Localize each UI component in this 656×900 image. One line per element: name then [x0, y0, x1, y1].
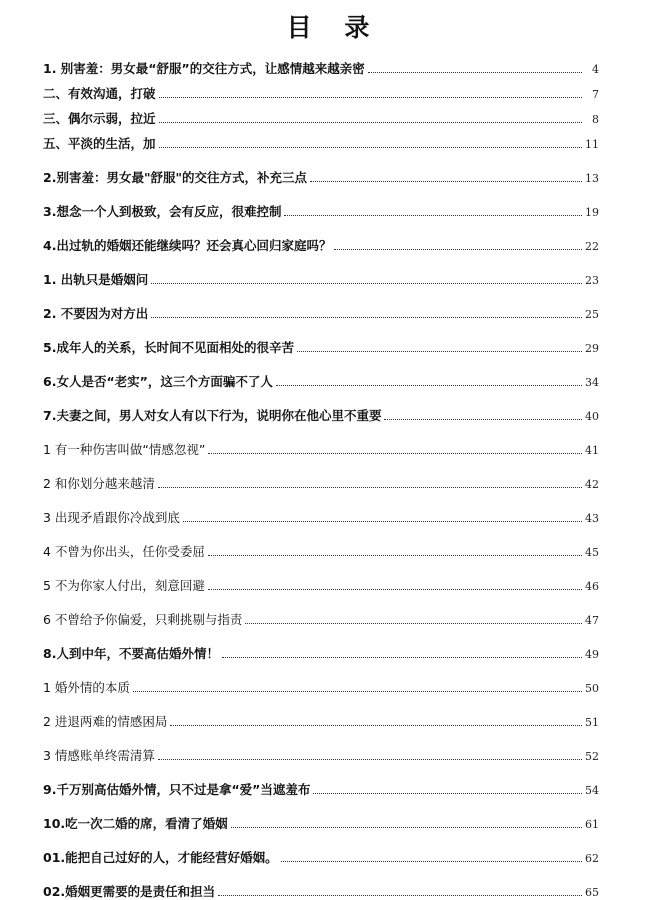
toc-title: 目 录 — [286, 13, 382, 42]
toc-entry[interactable] — [43, 560, 599, 594]
toc-entry-page: 54 — [585, 784, 599, 797]
toc-entry[interactable] — [43, 254, 599, 288]
toc-entry-label: 五、平淡的生活，加 — [43, 136, 156, 151]
toc-entry-label: 10.吃一次二婚的席，看清了婚姻 — [43, 816, 228, 831]
toc-dot-leader — [276, 384, 582, 386]
toc-entry-label: 3.想念一个人到极致，会有反应，很难控制 — [43, 204, 282, 219]
toc-entry[interactable] — [43, 492, 599, 526]
toc-entry[interactable] — [43, 424, 599, 458]
toc-entry[interactable] — [43, 526, 599, 560]
toc-entry[interactable] — [43, 696, 599, 730]
toc-entry-label: 4 不曾为你出头，任你受委屈 — [43, 544, 205, 559]
toc-entry-page: 61 — [585, 818, 599, 831]
toc-entry-page: 25 — [585, 308, 599, 321]
toc-entry-page: 46 — [585, 580, 599, 593]
toc-entry-label: 5 不为你家人付出，刻意回避 — [43, 578, 205, 593]
toc-entry-page: 23 — [585, 274, 599, 287]
toc-entry[interactable] — [43, 764, 599, 798]
toc-entry-label: 4.出过轨的婚姻还能继续吗？还会真心回归家庭吗？ — [43, 238, 332, 253]
toc-dot-leader — [159, 96, 582, 98]
toc-dot-leader — [297, 350, 582, 352]
toc-dot-leader — [384, 418, 582, 420]
toc-entry[interactable] — [43, 152, 599, 186]
toc-entry-label: 1. 出轨只是婚姻问 — [43, 272, 149, 287]
toc-entry-page: 19 — [585, 206, 599, 219]
toc-entry-label: 2 进退两难的情感困局 — [43, 714, 168, 729]
toc-dot-leader — [208, 588, 582, 590]
toc-dot-leader — [208, 452, 582, 454]
toc-entry[interactable] — [43, 458, 599, 492]
toc-entry-label: 6 不曾给予你偏爱，只剩挑剔与指责 — [43, 612, 243, 627]
toc-entry-label: 9.千万别高估婚外情，只不过是拿“爱”当遮羞布 — [43, 782, 311, 797]
toc-entry[interactable] — [43, 52, 599, 77]
toc-dot-leader — [159, 146, 582, 148]
toc-dot-leader — [284, 214, 582, 216]
toc-entry-page: 40 — [585, 410, 599, 423]
toc-entry-label: 3 出现矛盾跟你冷战到底 — [43, 510, 180, 525]
toc-entry[interactable] — [43, 730, 599, 764]
toc-entry-page: 43 — [585, 512, 599, 525]
toc-entry[interactable] — [43, 662, 599, 696]
toc-entry[interactable] — [43, 127, 599, 152]
toc-entry-page: 65 — [585, 886, 599, 899]
toc-entry-label: 2 和你划分越来越清 — [43, 476, 155, 491]
toc-entry-label: 6.女人是否“老实”，这三个方面骗不了人 — [43, 374, 273, 389]
toc-entry-page: 13 — [585, 172, 599, 185]
toc-dot-leader — [313, 792, 582, 794]
toc-entry-page: 51 — [585, 716, 599, 729]
toc-entry[interactable] — [43, 102, 599, 127]
toc-dot-leader — [368, 71, 582, 73]
toc-entry[interactable] — [43, 390, 599, 424]
toc-entry-page: 50 — [585, 682, 599, 695]
toc-dot-leader — [281, 860, 582, 862]
toc-entry-label: 8.人到中年，不要高估婚外情！ — [43, 646, 219, 661]
toc-entry-label: 1. 别害羞：男女最“舒服”的交往方式，让感情越来越亲密 — [43, 61, 365, 76]
toc-entry[interactable] — [43, 288, 599, 322]
toc-entry-page: 42 — [585, 478, 599, 491]
toc-entry-page: 11 — [585, 138, 599, 151]
toc-entry[interactable] — [43, 866, 599, 900]
toc-entry-page: 29 — [585, 342, 599, 355]
toc-entry-page: 62 — [585, 852, 599, 865]
toc-entry[interactable] — [43, 628, 599, 662]
toc-dot-leader — [334, 248, 582, 250]
toc-entry-page: 47 — [585, 614, 599, 627]
toc-dot-leader — [245, 622, 582, 624]
toc-entry-label: 2. 不要因为对方出 — [43, 306, 149, 321]
toc-entry-page: 8 — [592, 113, 599, 126]
toc-entry-label: 2.别害羞：男女最"舒服"的交往方式，补充三点 — [43, 170, 307, 185]
toc-entry-label: 3 情感账单终需清算 — [43, 748, 155, 763]
toc-entry-page: 22 — [585, 240, 599, 253]
toc-dot-leader — [151, 316, 582, 318]
toc-list — [43, 52, 599, 900]
toc-entry-label: 01.能把自己过好的人，才能经营好婚姻。 — [43, 850, 278, 865]
toc-dot-leader — [310, 180, 582, 182]
toc-entry[interactable] — [43, 832, 599, 866]
toc-dot-leader — [158, 758, 582, 760]
toc-dot-leader — [158, 486, 582, 488]
toc-entry-page: 41 — [585, 444, 599, 457]
toc-entry-label: 5.成年人的关系，长时间不见面相处的很辛苦 — [43, 340, 294, 355]
toc-entry[interactable] — [43, 798, 599, 832]
toc-entry-label: 02.婚姻更需要的是责任和担当 — [43, 884, 216, 899]
toc-entry-label: 7.夫妻之间，男人对女人有以下行为，说明你在他心里不重要 — [43, 408, 382, 423]
toc-entry-page: 49 — [585, 648, 599, 661]
toc-dot-leader — [151, 282, 582, 284]
toc-dot-leader — [231, 826, 582, 828]
toc-entry-label: 二、有效沟通，打破 — [43, 86, 156, 101]
toc-entry-label: 三、偶尔示弱，拉近 — [43, 111, 156, 126]
toc-entry[interactable] — [43, 356, 599, 390]
toc-dot-leader — [159, 121, 582, 123]
toc-entry[interactable] — [43, 594, 599, 628]
toc-dot-leader — [222, 656, 582, 658]
toc-dot-leader — [170, 724, 582, 726]
toc-dot-leader — [183, 520, 582, 522]
toc-entry[interactable] — [43, 77, 599, 102]
toc-dot-leader — [208, 554, 582, 556]
toc-entry[interactable] — [43, 322, 599, 356]
toc-entry-label: 1 有一种伤害叫做“情感忽视” — [43, 442, 206, 457]
toc-entry-page: 34 — [585, 376, 599, 389]
toc-entry-page: 4 — [592, 63, 599, 76]
toc-entry[interactable] — [43, 220, 599, 254]
toc-entry[interactable] — [43, 186, 599, 220]
toc-entry-page: 52 — [585, 750, 599, 763]
toc-entry-label: 1 婚外情的本质 — [43, 680, 130, 695]
toc-dot-leader — [133, 690, 582, 692]
toc-dot-leader — [218, 894, 582, 896]
toc-entry-page: 45 — [585, 546, 599, 559]
toc-entry-page: 7 — [592, 88, 599, 101]
